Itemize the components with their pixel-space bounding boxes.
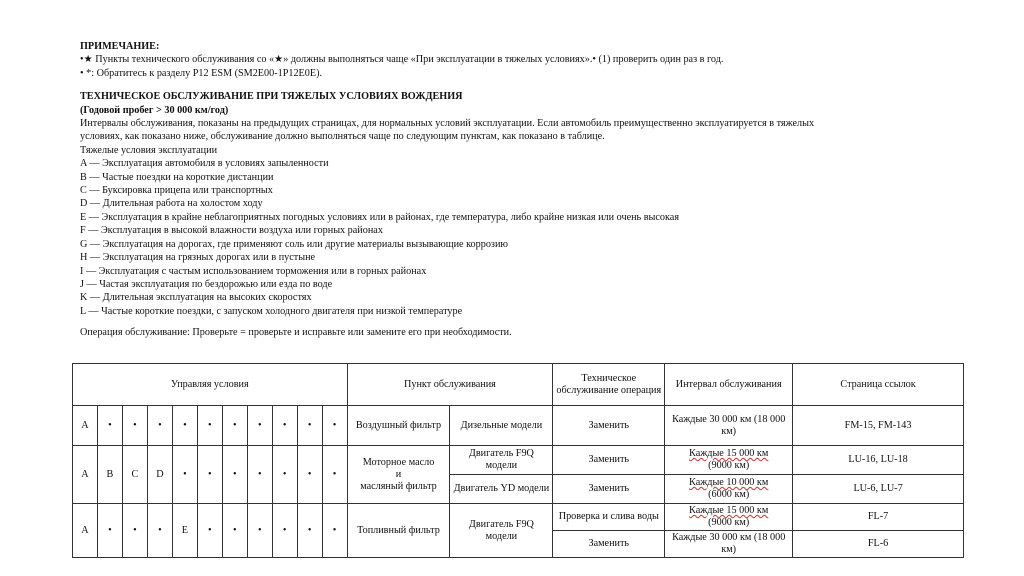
cond-cell: • [297, 446, 322, 504]
condition-a: A — Эксплуатация автомобиля в условиях запыленности [80, 158, 329, 170]
model-cell: Двигатель F9Q модели [450, 504, 553, 558]
cond-cell: D [147, 446, 172, 504]
interval-cell [665, 504, 793, 531]
cond-cell: • [222, 446, 247, 504]
model-cell: Двигатель YD модели [450, 475, 553, 504]
cond-cell: • [172, 446, 197, 504]
interval-cell: Каждые 30 000 км (18 000 км) [665, 406, 793, 446]
cond-cell: • [297, 504, 322, 558]
page-cell: LU-16, LU-18 [793, 446, 964, 475]
cond-cell: A [73, 406, 98, 446]
condition-k: K — Длительная эксплуатация на высоких скоростях [80, 292, 312, 304]
cond-cell: • [122, 406, 147, 446]
operation-cell: Заменить [553, 406, 665, 446]
cond-cell: • [97, 504, 122, 558]
cond-cell: • [172, 406, 197, 446]
page-cell: FL-6 [793, 531, 964, 558]
cond-cell: A [73, 504, 98, 558]
cond-cell: • [97, 406, 122, 446]
header-page: Страница ссылок [793, 364, 964, 406]
cond-cell: • [197, 406, 222, 446]
cond-cell: A [73, 446, 98, 504]
header-item: Пункт обслуживания [347, 364, 553, 406]
item-line: Моторное масло [362, 456, 435, 468]
table-header-row [73, 364, 964, 406]
conditions-heading: Тяжелые условия эксплуатации [80, 144, 218, 156]
item-cell: Воздушный фильтр [347, 406, 450, 446]
cond-cell: C [122, 446, 147, 504]
operation-cell: Проверка и слива воды [553, 504, 665, 531]
interval-cell: Каждые 30 000 км (18 000 км) [665, 531, 793, 558]
cond-cell: • [247, 446, 272, 504]
cond-cell: • [322, 504, 347, 558]
maintenance-table [72, 363, 964, 558]
operation-note: Операция обслуживание: Проверьте = проверьте и исправьте или замените его при необходимости. [80, 327, 512, 339]
item-line: масляный фильтр [360, 480, 437, 492]
cond-cell: • [272, 406, 297, 446]
section-title: ТЕХНИЧЕСКОЕ ОБСЛУЖИВАНИЕ ПРИ ТЯЖЕЛЫХ УСЛОВИЯХ ВОЖДЕНИЯ [80, 91, 463, 103]
condition-i: I — Эксплуатация с частым использованием торможения или в горных районах [80, 265, 427, 277]
interval-line: (9000 км) [708, 460, 750, 471]
table-row [73, 446, 964, 475]
interval-line: Каждые 10 000 км [689, 477, 769, 488]
intro-line-2: условиях, как показано ниже, обслуживание должно выполняться чаще по следующим пунктам, как показано в таблице. [80, 131, 605, 143]
condition-j: J — Частая эксплуатация по бездорожью или езда по воде [80, 278, 333, 290]
cond-cell: • [222, 504, 247, 558]
header-conditions: Управляя условия [73, 364, 348, 406]
cond-cell: • [272, 446, 297, 504]
condition-b: B — Частые поездки на короткие дистанции [80, 171, 274, 183]
table-row [73, 406, 964, 446]
cond-cell: • [247, 504, 272, 558]
model-cell: Дизельные модели [450, 406, 553, 446]
condition-c: C — Буксировка прицепа или транспортных [80, 185, 273, 197]
item-line: и [395, 468, 402, 480]
interval-line: Каждые 15 000 км [689, 505, 769, 516]
condition-g: G — Эксплуатация на дорогах, где применяют соль или другие материалы вызывающие коррозию [80, 238, 509, 250]
interval-cell [665, 475, 793, 504]
operation-cell: Заменить [553, 446, 665, 475]
operation-cell: Заменить [553, 531, 665, 558]
item-cell [347, 446, 450, 504]
page-cell: LU-6, LU-7 [793, 475, 964, 504]
header-operation: Техническое обслуживание операция [553, 364, 665, 406]
note-title: ПРИМЕЧАНИЕ: [80, 41, 160, 52]
cond-cell: B [97, 446, 122, 504]
interval-line: (9000 км) [708, 517, 750, 528]
cond-cell: • [322, 406, 347, 446]
model-cell: Двигатель F9Q модели [450, 446, 553, 475]
condition-e: E — Эксплуатация в крайне неблагоприятных погодных условиях или в районах, где температура, либо крайне низкая или очень высокая [80, 211, 680, 223]
cond-cell: • [322, 446, 347, 504]
condition-l: L — Частые короткие поездки, с запуском холодного двигателя при низкой температуре [80, 305, 463, 317]
page-cell: FM-15, FM-143 [793, 406, 964, 446]
cond-cell: • [147, 504, 172, 558]
interval-line: Каждые 15 000 км [689, 448, 769, 459]
condition-h: H — Эксплуатация на грязных дорогах или в пустыне [80, 252, 316, 264]
cond-cell: • [147, 406, 172, 446]
cond-cell: • [122, 504, 147, 558]
note-line-1: •★ Пункты технического обслуживания со «★» должны выполняться чаще «При эксплуатации в тяжелых условиях».• (1) проверить один раз в год. [80, 54, 724, 66]
condition-d: D — Длительная работа на холостом ходу [80, 198, 263, 210]
intro-line-1: Интервалы обслуживания, показаны на предыдущих страницах, для нормальных условий эксплуатации. Если автомобиль преимущественно эксплуатируется в тяжелых [80, 118, 815, 130]
cond-cell: • [197, 504, 222, 558]
header-interval: Интервал обслуживания [665, 364, 793, 406]
cond-cell: • [272, 504, 297, 558]
cond-cell: • [197, 446, 222, 504]
page-cell: FL-7 [793, 504, 964, 531]
condition-f: F — Эксплуатация в высокой влажности воздуха или горных районах [80, 225, 383, 237]
section-subtitle: (Годовой пробег > 30 000 км/год) [80, 104, 229, 116]
table-row [73, 504, 964, 531]
document-body [80, 40, 980, 340]
cond-cell: • [222, 406, 247, 446]
cond-cell: E [172, 504, 197, 558]
item-cell: Топливный фильтр [347, 504, 450, 558]
note-line-2: • *: Обратитесь к разделу P12 ESM (SM2E00-1P12E0E). [80, 67, 323, 79]
cond-cell: • [247, 406, 272, 446]
interval-cell [665, 446, 793, 475]
interval-line: (6000 км) [708, 489, 750, 500]
cond-cell: • [297, 406, 322, 446]
operation-cell: Заменить [553, 475, 665, 504]
